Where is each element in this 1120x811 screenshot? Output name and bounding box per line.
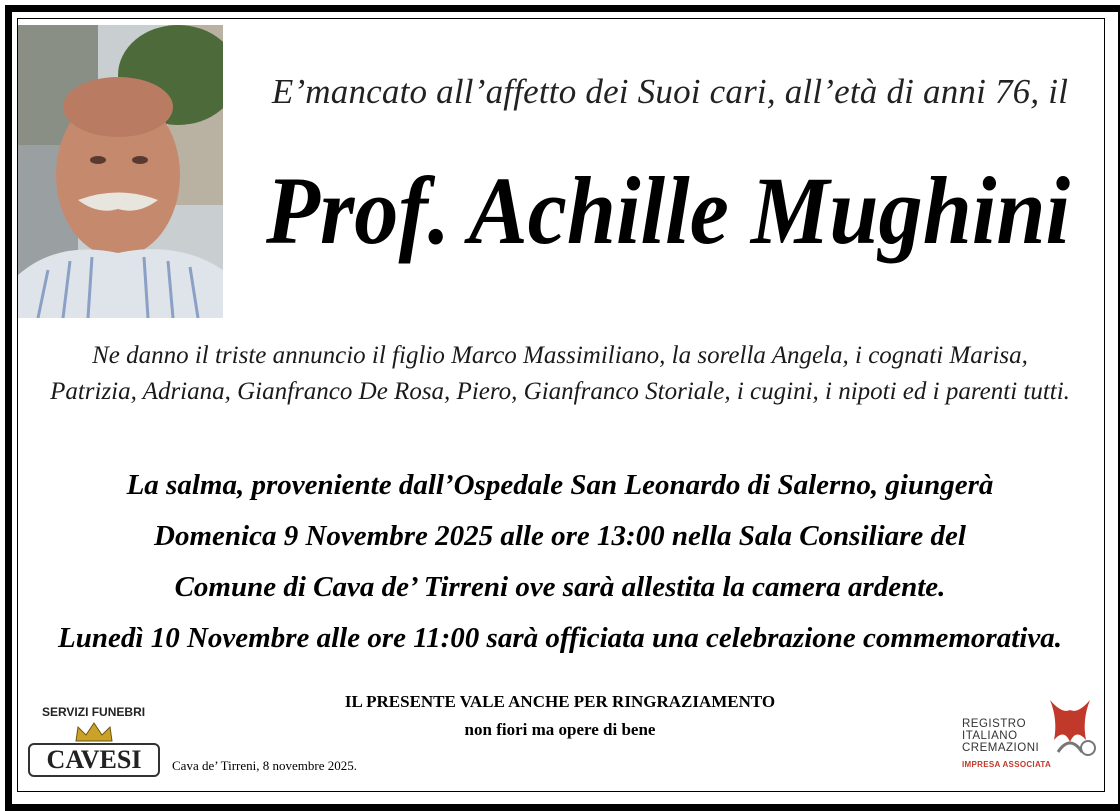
- thanks-block: [240, 688, 880, 744]
- cavesi-logo: [26, 703, 161, 775]
- family-line: Ne danno il triste annuncio il figlio Marco Massimiliano, la sorella Angela, i cognati Marisa,: [92, 342, 1028, 369]
- family-announcement: [20, 338, 1100, 410]
- ric-line: CREMAZIONI: [962, 742, 1040, 754]
- cavesi-brand: CAVESI: [28, 743, 160, 777]
- detail-line: Domenica 9 Novembre 2025 alle ore 13:00 nella Sala Consiliare del: [154, 520, 966, 552]
- detail-line: Comune di Cava de’ Tirreni ove sarà allestita la camera ardente.: [174, 571, 946, 603]
- portrait-photo: [18, 25, 223, 318]
- ric-line: REGISTRO: [962, 718, 1027, 730]
- phoenix-icon: [1040, 690, 1100, 760]
- intro-text: E’mancato all’affetto dei Suoi cari, all’età di anni 76, il: [271, 72, 1069, 111]
- family-line: Patrizia, Adriana, Gianfranco De Rosa, Piero, Gianfranco Storiale, i cugini, i nipoti ed i parenti tutti.: [50, 378, 1070, 405]
- detail-line: La salma, proveniente dall’Ospedale San Leonardo di Salerno, giungerà: [126, 469, 994, 501]
- flowers-line: non fiori ma opere di bene: [464, 720, 656, 739]
- cavesi-ring-text: SERVIZI FUNEBRI: [41, 705, 146, 719]
- ric-text: [962, 718, 1039, 754]
- thanks-line: IL PRESENTE VALE ANCHE PER RINGRAZIAMENTO: [344, 692, 776, 711]
- detail-line: Lunedì 10 Novembre alle ore 11:00 sarà officiata una celebrazione commemorativa.: [58, 622, 1062, 654]
- deceased-name: Prof. Achille Mughini: [265, 157, 1071, 264]
- crown-icon: [74, 721, 114, 743]
- ric-line: ITALIANO: [962, 730, 1018, 742]
- ric-logo: [958, 690, 1108, 775]
- ric-subtitle: IMPRESA ASSOCIATA: [962, 760, 1052, 769]
- place-date: Cava de’ Tirreni, 8 novembre 2025.: [172, 758, 357, 773]
- ceremony-details: [20, 460, 1100, 664]
